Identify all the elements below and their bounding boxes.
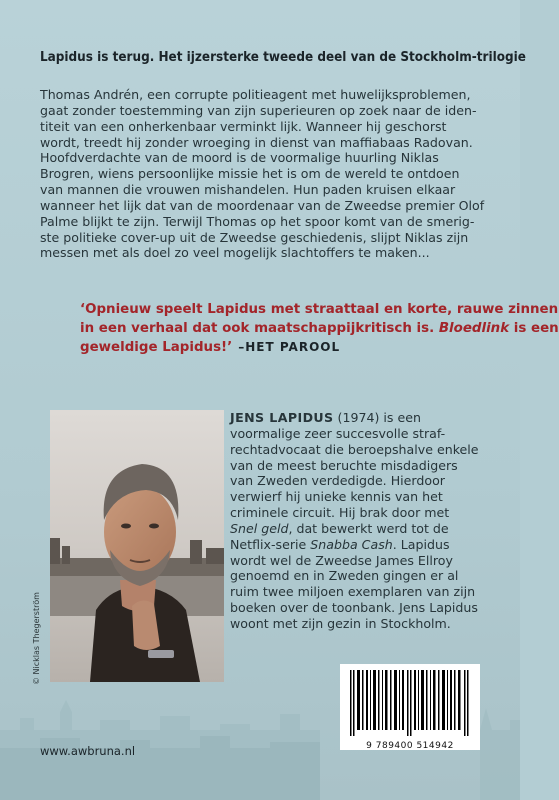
bio-line: van de meest beruchte misdadigers bbox=[230, 457, 458, 473]
quote-text: geweldige Lapidus!’ bbox=[80, 340, 233, 355]
author-bio bbox=[230, 410, 480, 632]
bio-line: voormalige zeer succesvolle straf- bbox=[230, 425, 446, 441]
blurb-line: Hoofdverdachte van de moord is de voormalige huurling Niklas bbox=[40, 150, 439, 166]
photo-credit: © Nicklas Thegerström bbox=[32, 592, 41, 685]
bio-text: (1974) is een bbox=[333, 410, 421, 425]
author-portrait-image bbox=[50, 410, 224, 682]
blurb-line: Brogren, wiens persoonlijke missie het is om de wereld te ontdoen bbox=[40, 166, 460, 182]
bio-text: . Lapidus bbox=[392, 536, 450, 552]
bio-line bbox=[230, 521, 480, 537]
quote-line: ‘Opnieuw speelt Lapidus met straattaal en korte, rauwe zinnen bbox=[80, 302, 559, 317]
bio-line: boeken over de toonbank. Jens Lapidus bbox=[230, 600, 478, 616]
quote-text: is een bbox=[509, 321, 559, 336]
quote-text: in een verhaal dat ook maatschappijkritisch is. bbox=[80, 321, 439, 336]
blurb-line: wanneer het lijk dat van de moordenaar van de Zweedse premier Olof bbox=[40, 197, 485, 213]
bio-text: Netflix-serie bbox=[230, 536, 311, 552]
bio-text: , dat bewerkt werd tot de bbox=[288, 520, 449, 536]
isbn-barcode bbox=[340, 664, 480, 750]
bio-book-title: Snel geld bbox=[230, 520, 289, 536]
bio-line bbox=[230, 537, 480, 553]
bio-line: ruim twee miljoen exemplaren van zijn bbox=[230, 584, 476, 600]
bio-line: rechtadvocaat die beroepshalve enkele bbox=[230, 441, 479, 457]
blurb bbox=[40, 87, 485, 261]
blurb-line: titeit van een onherkenbaar verminkt lijk. Wanneer hij geschorst bbox=[40, 118, 447, 134]
tagline: Lapidus is terug. Het ijzersterke tweede deel van de Stockholm-trilogie bbox=[40, 50, 526, 65]
blurb-line: ste politieke cover-up uit de Zweedse geschiedenis, slijpt Niklas zijn bbox=[40, 229, 469, 245]
quote-source: –HET PAROOL bbox=[238, 340, 341, 354]
barcode-bars bbox=[340, 664, 480, 740]
quote-line bbox=[80, 319, 559, 338]
blurb-line: wordt, treedt hij zonder wroeging in dienst van maffiabaas Radovan. bbox=[40, 134, 473, 150]
bio-line: van Zweden verdedigde. Hierdoor bbox=[230, 473, 445, 489]
isbn-number: 9 789400 514942 bbox=[366, 741, 454, 751]
author-photo bbox=[50, 410, 224, 682]
review-quote bbox=[80, 300, 559, 357]
blurb-line: Palme blijkt te zijn. Terwijl Thomas op het spoor komt van de smerig- bbox=[40, 213, 475, 229]
blurb-line: van mannen die vrouwen mishandelen. Hun paden kruisen elkaar bbox=[40, 182, 456, 198]
blurb-line: gaat zonder toestemming van zijn superieuren op zoek naar de iden- bbox=[40, 102, 477, 118]
bio-line bbox=[230, 410, 480, 426]
bio-line: woont met zijn gezin in Stockholm. bbox=[230, 615, 451, 631]
quote-book-title: Bloedlink bbox=[438, 321, 510, 336]
bio-line: criminele circuit. Hij brak door met bbox=[230, 505, 450, 521]
blurb-line: messen met als doel zo veel mogelijk slachtoffers te maken... bbox=[40, 245, 430, 261]
bio-line: verwierf hij unieke kennis van het bbox=[230, 489, 443, 505]
quote-line bbox=[80, 338, 460, 357]
bio-series-title: Snabba Cash bbox=[310, 536, 393, 552]
publisher-website[interactable]: www.awbruna.nl bbox=[40, 744, 136, 758]
blurb-line: Thomas Andrén, een corrupte politieagent met huwelijksproblemen, bbox=[40, 87, 471, 102]
author-name: JENS LAPIDUS bbox=[230, 410, 334, 425]
bio-line: wordt wel de Zweedse James Ellroy bbox=[230, 552, 453, 568]
bio-line: genoemd en in Zweden gingen er al bbox=[230, 568, 459, 584]
